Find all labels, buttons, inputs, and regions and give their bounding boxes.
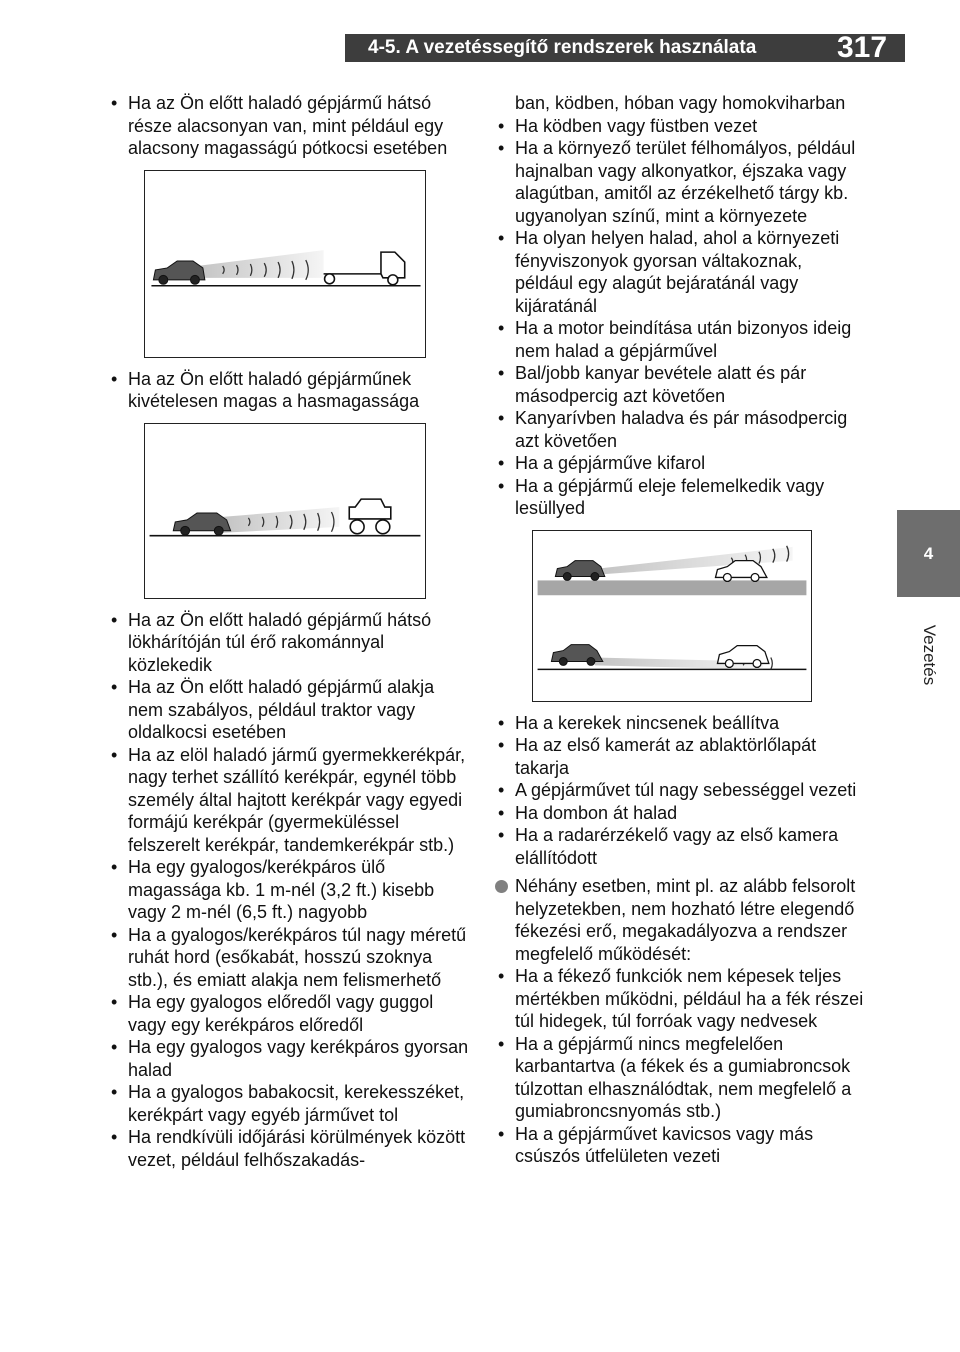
- radar-beam: [223, 507, 340, 533]
- list-item: • Ha ködben vagy füstben vezet: [495, 115, 865, 138]
- radar-beam: [197, 250, 324, 278]
- list-item: • Ha a kerekek nincsenek beállítva: [495, 712, 865, 735]
- note-bullet-icon: [495, 880, 508, 893]
- list-item: • Bal/jobb kanyar bevétele alatt és pár másodpercig azt követően: [495, 362, 865, 407]
- high-clearance-truck-icon: [349, 499, 391, 534]
- chapter-tab-number: 4: [897, 510, 960, 597]
- list-item: • Ha a fékező funkciók nem képesek teljes mértékben működni, például ha a fék részei túl hidegek, túl forróak vagy nedvesek: [495, 965, 865, 1033]
- section-title: 4-5. A vezetéssegítő rendszerek használata: [368, 37, 757, 58]
- bullet-list-1: [108, 92, 470, 160]
- list-item: • Ha az Ön előtt haladó gépjármű alakja nem szabályos, például traktor vagy oldalkocsi esetében: [108, 676, 470, 744]
- list-item: • Ha a gyalogos/kerékpáros túl nagy méretű ruhát hord (esőkabát, hosszú szoknya stb.), és emiatt alakja nem felismerhető: [108, 924, 470, 992]
- high-clearance-illustration: [145, 424, 425, 598]
- car-icon: [555, 560, 604, 580]
- list-item: • Ha az Ön előtt haladó gépjárműnek kivételesen magas a hasmagassága: [108, 368, 470, 413]
- bullet-list-5: [495, 712, 865, 870]
- chapter-tab-label: [897, 600, 960, 710]
- car-icon: [153, 261, 204, 284]
- list-item: • Ha a környező terület félhomályos, például hajnalban vagy alkonyatkor, éjszaka vagy alagútban, amitől az érzékelhető tárgy kb. ugyanolyan színű, mint a környezete: [495, 137, 865, 227]
- list-item: • Ha a gépjárművet kavicsos vagy más csúszós útfelületen vezeti: [495, 1123, 865, 1168]
- page-number: 317: [836, 31, 888, 64]
- chapter-tab-label-text: Vezetés: [919, 624, 939, 686]
- road-surface-upper: [538, 580, 807, 595]
- right-column: [495, 92, 865, 1168]
- figure-low-trailer: [144, 170, 426, 358]
- car-icon: [551, 644, 602, 665]
- pitching-vehicle-illustration: [533, 531, 811, 701]
- low-trailer-icon: [324, 252, 405, 285]
- list-item: • Ha a gépjármű eleje felemelkedik vagy lesüllyed: [495, 475, 865, 520]
- note-text: Néhány esetben, mint pl. az alább felsorolt helyzetekben, nem hozható létre elegendő fékezési erő, megakadályozva a rendszer megfelelő működését:: [515, 876, 856, 964]
- continued-text: ban, ködben, hóban vagy homokviharban: [515, 93, 846, 113]
- figure-high-clearance: [144, 423, 426, 599]
- left-column: [108, 92, 470, 1171]
- list-item: • Ha olyan helyen halad, ahol a környezeti fényviszonyok gyorsan váltakoznak, például egy alagút bejáratánál vagy kijáratánál: [495, 227, 865, 317]
- bullet-list-3: [108, 609, 470, 1172]
- list-item: • Ha dombon át halad: [495, 802, 865, 825]
- bullet-list-2: [108, 368, 470, 413]
- list-item: • Ha a gyalogos babakocsit, kerekesszéket, kerékpárt vagy egyéb járművet tol: [108, 1081, 470, 1126]
- list-item: • Ha egy gyalogos előredől vagy guggol vagy egy kerékpáros előredől: [108, 991, 470, 1036]
- list-item: • Kanyarívben haladva és pár másodpercig azt követően: [495, 407, 865, 452]
- list-item: • Ha az Ön előtt haladó gépjármű hátsó része alacsonyan van, mint például egy alacsony magasságú pótkocsi esetében: [108, 92, 470, 160]
- low-trailer-illustration: [145, 171, 425, 357]
- list-item: • A gépjárművet túl nagy sebességgel vezeti: [495, 779, 865, 802]
- list-item: • Ha a gépjármű nincs megfelelően karbantartva (a fékek és a gumiabroncsok túlzottan elhasználódtak, nem megfelelő a gumiabroncsnyomás stb.): [495, 1033, 865, 1123]
- list-item: • Ha az első kamerát az ablaktörlőlapát takarja: [495, 734, 865, 779]
- list-item: • Ha a motor beindítása után bizonyos ideig nem halad a gépjárművel: [495, 317, 865, 362]
- list-item: • Ha az elöl haladó jármű gyermekkerékpár, nagy terhet szállító kerékpár, egynél több személy által hajtott kerékpár vagy egyedi formájú kerékpár (gyermeküléssel felszerelt kerékpár, tandemkerékpár stb.): [108, 744, 470, 857]
- bullet-list-4: [495, 115, 865, 520]
- list-item: • Ha a radarérzékelő vagy az első kamera elállítódott: [495, 824, 865, 869]
- list-item: • Ha a gépjárműve kifarol: [495, 452, 865, 475]
- list-item: • Ha egy gyalogos/kerékpáros ülő magassága kb. 1 m-nél (3,2 ft.) kisebb vagy 2 m-nél (6,5 ft.) nagyobb: [108, 856, 470, 924]
- figure-pitching-vehicle: [532, 530, 812, 702]
- list-item: • Ha egy gyalogos vagy kerékpáros gyorsan halad: [108, 1036, 470, 1081]
- car-icon: [173, 512, 230, 534]
- note-paragraph: [495, 875, 865, 965]
- list-item: • Ha az Ön előtt haladó gépjármű hátsó lökhárítóján túl érő rakománnyal közlekedik: [108, 609, 470, 677]
- bullet-list-6: [495, 965, 865, 1168]
- list-item: • Ha rendkívüli időjárási körülmények között vezet, például felhőszakadás-: [108, 1126, 470, 1171]
